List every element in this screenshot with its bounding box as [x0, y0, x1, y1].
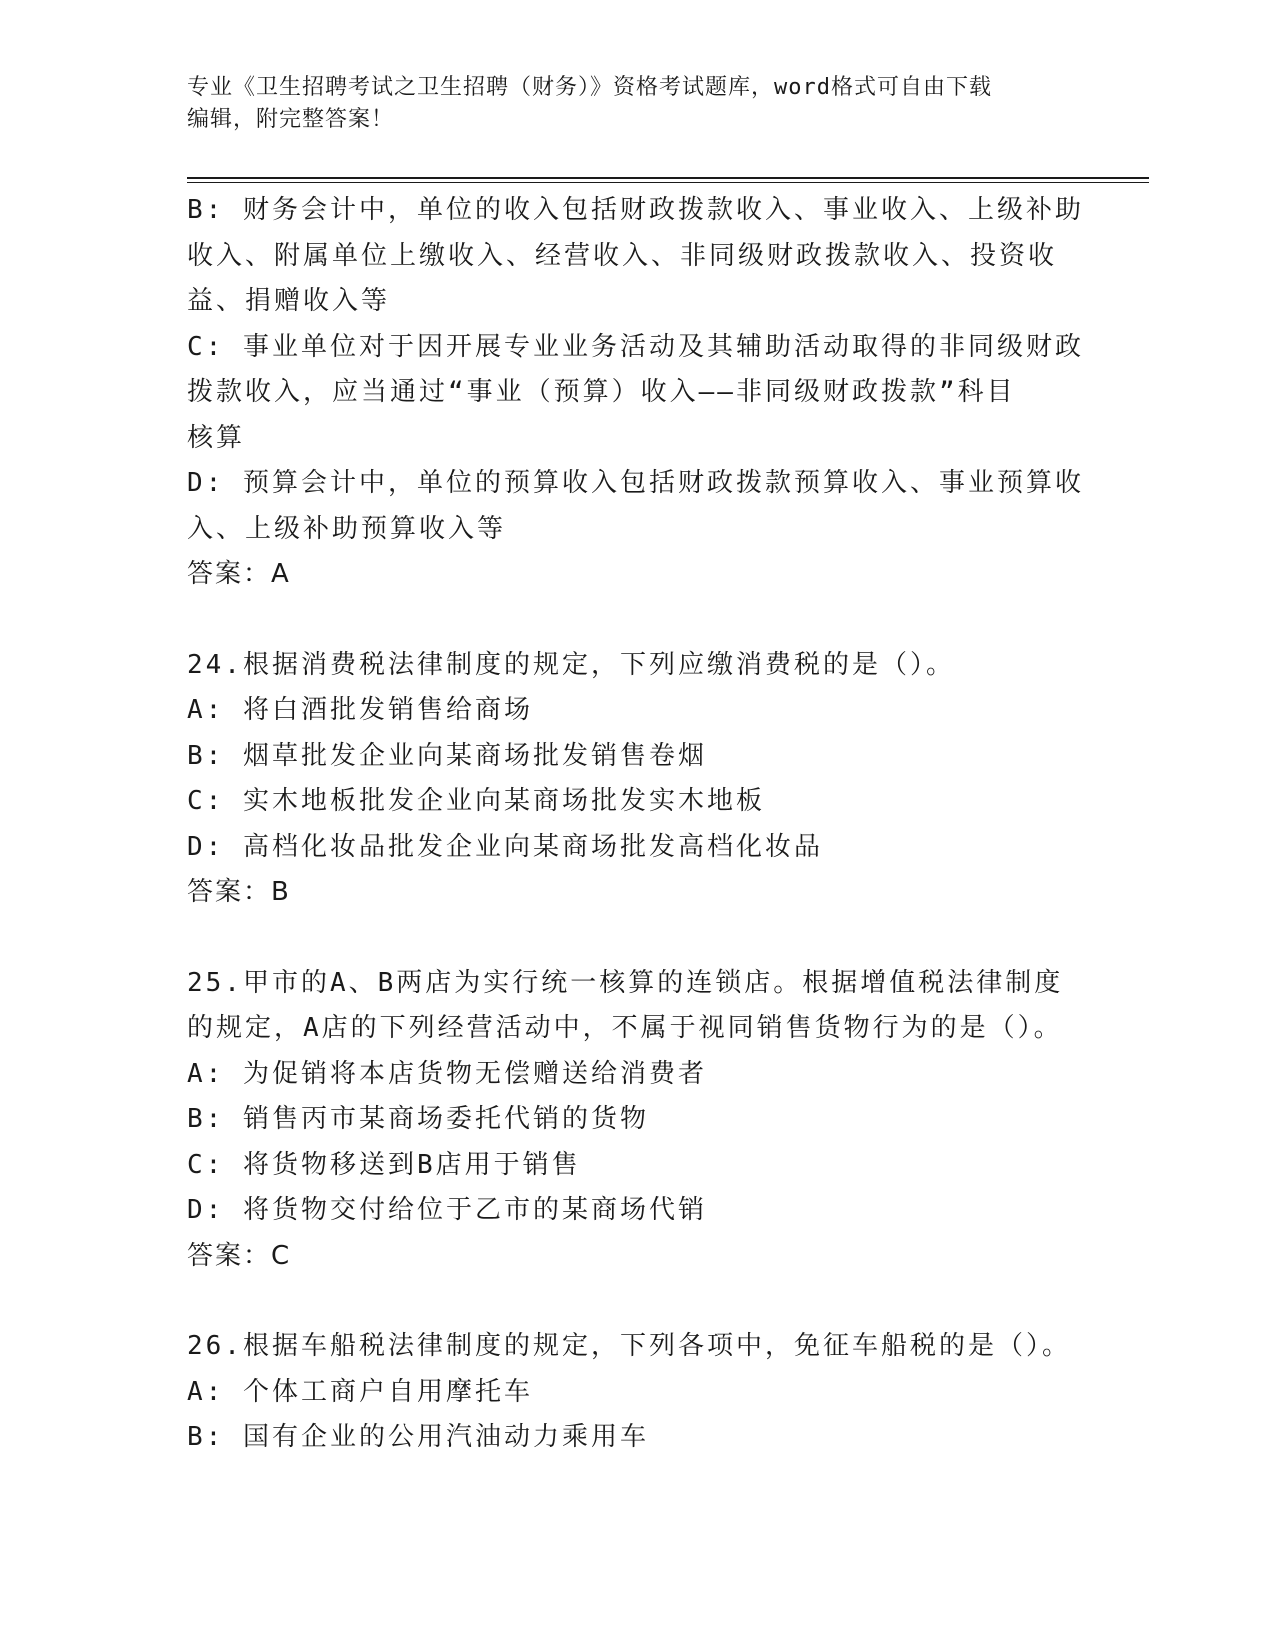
header-line-2: 编辑，附完整答案！ — [187, 107, 395, 132]
spacer — [187, 916, 1087, 961]
document-body — [187, 188, 1087, 1461]
option-d: D: 高档化妆品批发企业向某商场批发高档化妆品 — [187, 831, 823, 862]
option-d: D: 将货物交付给位于乙市的某商场代销 — [187, 1195, 707, 1225]
question-23-continued — [187, 188, 1087, 598]
option-a: A: 个体工商户自用摩托车 — [187, 1376, 533, 1407]
option-c: C: 实木地板批发企业向某商场批发实木地板 — [187, 786, 765, 816]
question-stem-line-2: 的规定，A店的下列经营活动中，不属于视同销售货物行为的是（）。 — [187, 1013, 1063, 1043]
header-rule-thick — [187, 177, 1149, 179]
question-24 — [187, 643, 1087, 916]
option-b-line-3: 益、捐赠收入等 — [187, 286, 391, 316]
answer-line: 答案：B — [187, 877, 291, 907]
option-c: C: 将货物移送到B店用于销售 — [187, 1149, 581, 1180]
option-c-line-1: C: 事业单位对于因开展专业业务活动及其辅助活动取得的非同级财政 — [187, 331, 1084, 362]
question-stem-line-1: 25.甲市的A、B两店为实行统一核算的连锁店。根据增值税法律制度 — [187, 967, 1064, 998]
option-d-line-1: D: 预算会计中，单位的预算收入包括财政拨款预算收入、事业预算收 — [187, 468, 1084, 498]
answer-line: 答案：A — [187, 559, 291, 589]
option-b: B: 销售丙市某商场委托代销的货物 — [187, 1104, 649, 1134]
option-b: B: 烟草批发企业向某商场批发销售卷烟 — [187, 740, 707, 771]
question-stem: 24.根据消费税法律制度的规定，下列应缴消费税的是（）。 — [187, 649, 955, 680]
question-26 — [187, 1324, 1087, 1461]
document-header — [187, 72, 1087, 136]
option-c-line-3: 核算 — [187, 422, 246, 453]
question-stem: 26.根据车船税法律制度的规定，下列各项中，免征车船税的是（）。 — [187, 1331, 1071, 1361]
spacer — [187, 598, 1087, 643]
option-a: A: 将白酒批发销售给商场 — [187, 695, 533, 725]
header-line-1: 专业《卫生招聘考试之卫生招聘（财务）》资格考试题库，word格式可自由下载 — [187, 75, 992, 100]
option-b-line-1: B: 财务会计中，单位的收入包括财政拨款收入、事业收入、上级补助 — [187, 195, 1084, 225]
option-b-line-2: 收入、附属单位上缴收入、经营收入、非同级财政拨款收入、投资收 — [187, 240, 1058, 271]
option-b: B: 国有企业的公用汽油动力乘用车 — [187, 1422, 649, 1452]
option-a: A: 为促销将本店货物无偿赠送给消费者 — [187, 1058, 707, 1089]
question-25 — [187, 961, 1087, 1280]
header-rule-thin — [187, 182, 1149, 183]
spacer — [187, 1279, 1087, 1324]
answer-line: 答案：C — [187, 1240, 292, 1271]
option-d-line-2: 入、上级补助预算收入等 — [187, 513, 507, 544]
option-c-line-2: 拨款收入，应当通过“事业（预算）收入——非同级财政拨款”科目 — [187, 377, 1016, 407]
